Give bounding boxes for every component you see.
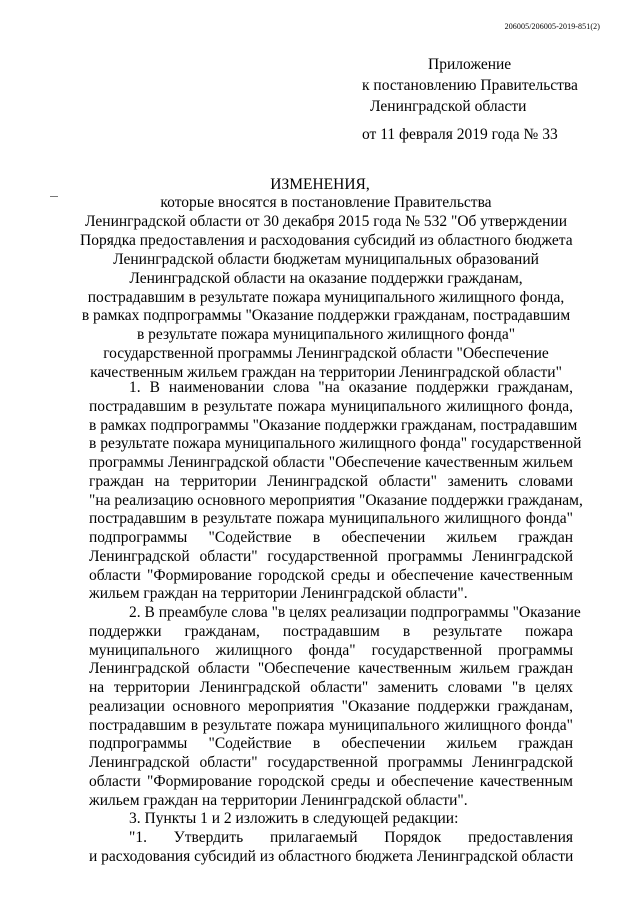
body-line: "1. Утвердить прилагаемый Порядок предоставления: [129, 829, 573, 846]
body-line: области "Формирование городской среды и обеспечение качественным: [89, 772, 573, 790]
body-line: 3. Пункты 1 и 2 изложить в следующей редакции:: [129, 810, 459, 828]
body-line: пострадавшим в результате пожара муниципального жилищного фонда,: [89, 397, 573, 415]
document-body: [89, 379, 583, 867]
body-line: 2. В преамбуле слова "в целях реализации подпрограммы "Оказание: [129, 604, 581, 621]
body-line: и расходования субсидий из областного бюджета Ленинградской области: [89, 847, 574, 865]
body-line: жильем граждан на территории Ленинградской области".: [89, 585, 468, 603]
body-line: муниципального жилищного фонда" государственной программы: [89, 641, 573, 659]
margin-mark: [50, 196, 58, 197]
body-line: в результате пожара муниципального жилищного фонда" государственной: [89, 435, 582, 453]
document-id: 206005/206005-2019-851(2): [504, 22, 600, 31]
subtitle-line: Ленинградской области бюджетам муниципальных образований: [113, 250, 539, 268]
body-line: поддержки гражданам, пострадавшим в результате пожара: [89, 622, 573, 640]
body-line: области "Формирование городской среды и обеспечение качественным: [89, 566, 573, 584]
appendix-date: от 11 февраля 2019 года № 33: [362, 126, 558, 143]
subtitle-line: которые вносятся в постановление Правительства: [160, 194, 492, 211]
appendix-block: [362, 54, 578, 145]
appendix-region: Ленинградской области: [370, 98, 527, 115]
body-line: 1. В наименовании слова "на оказание поддержки гражданам,: [129, 379, 573, 396]
subtitle-line: Ленинградской области от 30 декабря 2015 года № 532 "Об утверждении: [84, 212, 568, 230]
body-line: пострадавшим в результате пожара муниципального жилищного фонда": [89, 510, 573, 528]
subtitle-line: качественным жильем граждан на территории Ленинградской области": [90, 364, 562, 382]
body-line: пострадавшим в результате пожара муниципального жилищного фонда": [89, 716, 573, 734]
appendix-resolution: к постановлению Правительства: [362, 77, 578, 94]
subtitle-line: Порядка предоставления и расходования субсидий из областного бюджета: [80, 231, 573, 249]
document-title: ИЗМЕНЕНИЯ,: [270, 176, 370, 193]
subtitle-line: в результате пожара муниципального жилищного фонда": [136, 326, 516, 344]
body-line: граждан на территории Ленинградской области" заменить словами: [89, 472, 573, 490]
body-line: Ленинградской области" государственной программы Ленинградской: [89, 754, 573, 771]
body-line: Ленинградской области "Обеспечение качественным жильем граждан: [89, 660, 573, 678]
body-line: реализации основного мероприятия "Оказание поддержки гражданам,: [89, 697, 573, 715]
body-line: в рамках подпрограммы "Оказание поддержки гражданам, пострадавшим: [89, 416, 578, 434]
body-line: на территории Ленинградской области" заменить словами "в целях: [89, 679, 573, 696]
body-line: "на реализацию основного мероприятия "Оказание поддержки гражданам,: [89, 491, 583, 509]
body-line: Ленинградской области" государственной программы Ленинградской: [89, 547, 573, 565]
subtitle-line: Ленинградской области на оказание поддержки гражданам,: [129, 269, 523, 287]
document-subtitle: [80, 194, 572, 383]
body-line: жильем граждан на территории Ленинградской области".: [89, 791, 468, 809]
subtitle-line: в рамках подпрограммы "Оказание поддержки гражданам, пострадавшим: [81, 307, 571, 325]
appendix-label: Приложение: [428, 56, 512, 73]
subtitle-line: государственной программы Ленинградской области "Обеспечение: [103, 345, 549, 363]
body-line: программы Ленинградской области "Обеспечение качественным жильем: [89, 454, 573, 471]
body-line: подпрограммы "Содействие в обеспечении жильем граждан: [89, 735, 573, 753]
subtitle-line: пострадавшим в результате пожара муниципального жилищного фонда,: [87, 288, 565, 306]
body-line: подпрограммы "Содействие в обеспечении жильем граждан: [89, 529, 573, 546]
